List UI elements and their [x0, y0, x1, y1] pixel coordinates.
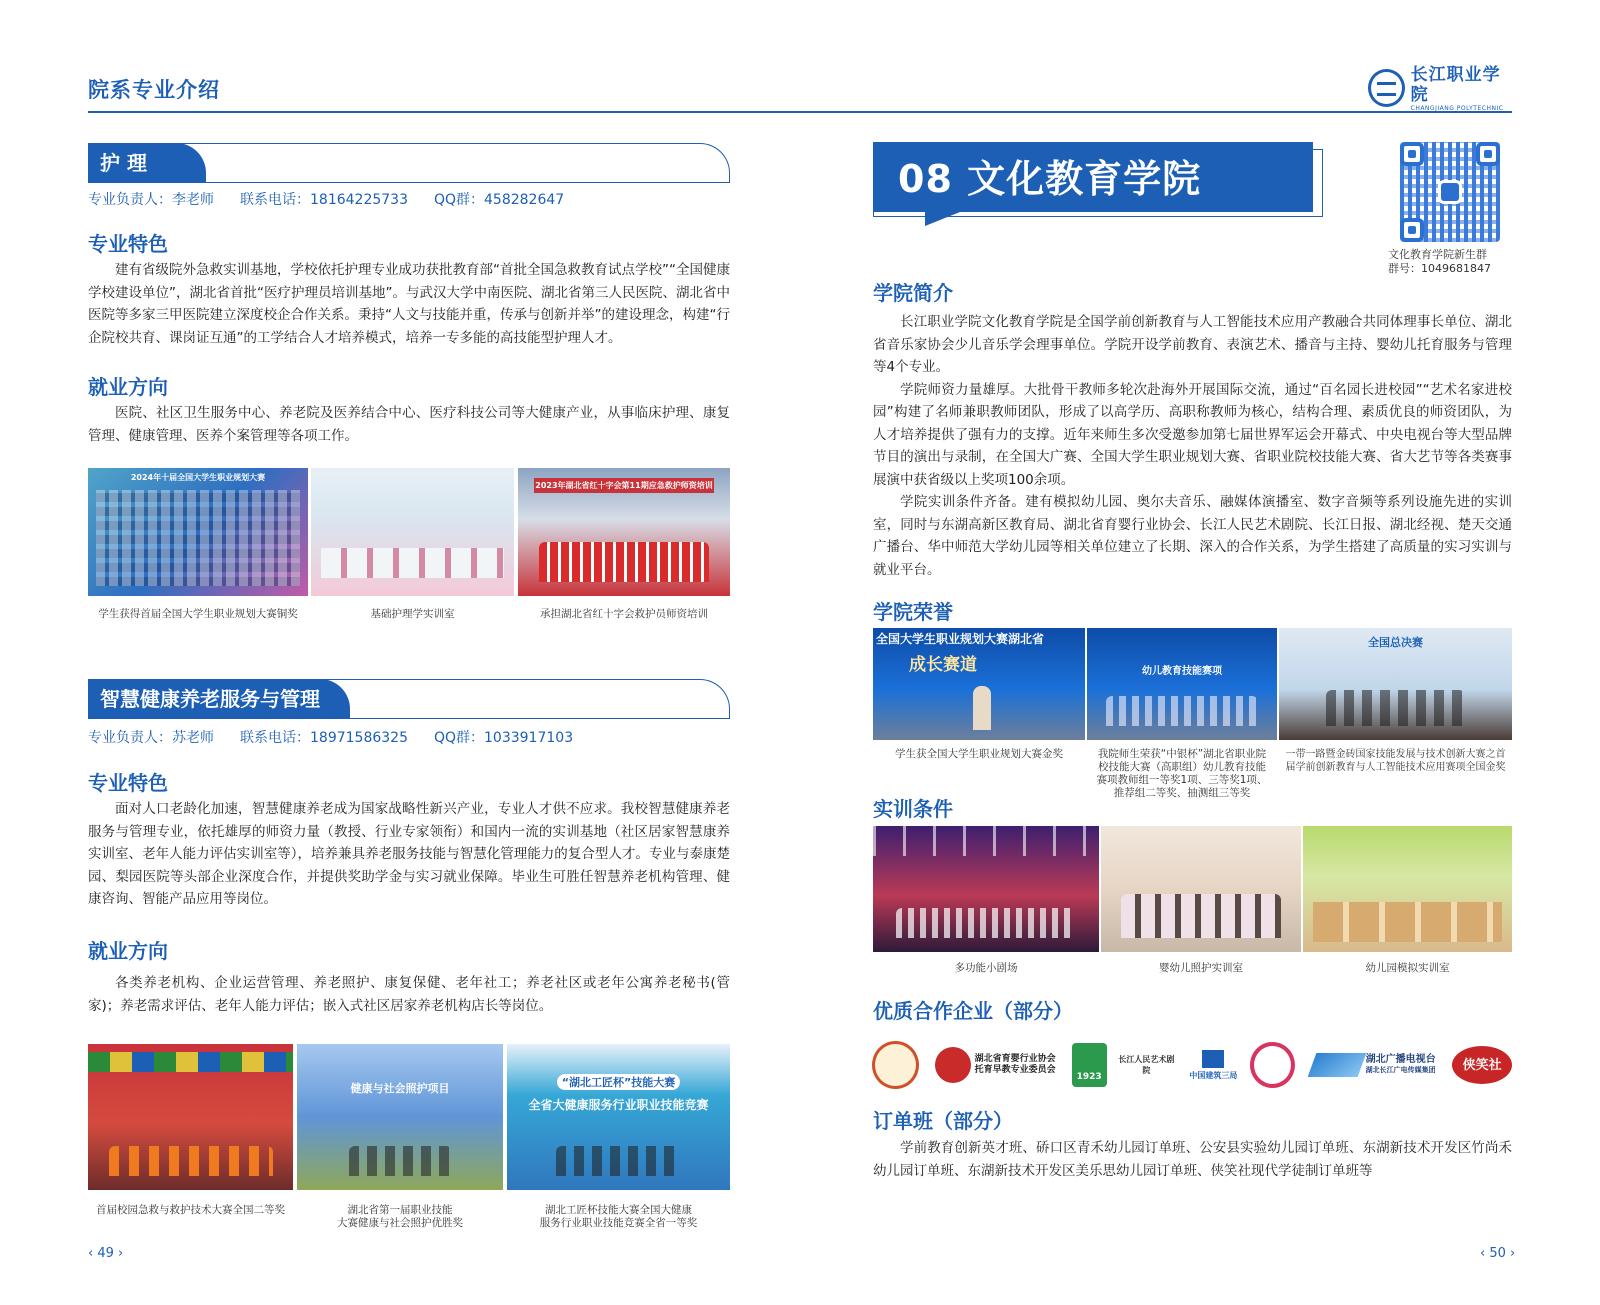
school-logo [1368, 64, 1514, 112]
photo-caption: 幼儿园模拟实训室 [1365, 962, 1450, 974]
career-text: 各类养老机构、企业运营管理、养老照护、康复保健、老年社工；养老社区或老年公寓养老秘书(管家)；养老需求评估、老年人能力评估；嵌入式社区居家养老机构店长等岗位。 [88, 975, 730, 1014]
photo-caption: 基础护理学实训室 [370, 608, 455, 620]
features-text: 建有省级院外急救实训基地，学校依托护理专业成功获批教育部“首批全国急救教育试点学校”“全国健康学校建设单位”，湖北省首批“医疗护理员培训基地”。与武汉大学中南医院、湖北省第三人民医院、湖北省中医院等多家三甲医院建立深度校企合作关系。秉持“人文与技能并重，传承与创新并举”的建设理念，构建“行企院校共育、课岗证互通”的工学结合人才培养模式，培养一专多能的高技能型护理人才。 [88, 262, 730, 346]
partner-cscec3 [1186, 1050, 1240, 1081]
photo-theater [873, 826, 1099, 952]
features-heading: 专业特色 [88, 232, 168, 256]
intro-body [873, 311, 1512, 581]
career-heading: 就业方向 [88, 939, 168, 963]
contact-leader: 专业负责人：苏老师 [88, 730, 214, 746]
photo-career-gold [873, 628, 1085, 740]
partner-label-line: 托育早教专业委员会 [974, 1065, 1056, 1075]
photo-caption: 承担湖北省红十字会救护员师资培训 [540, 608, 708, 620]
photo-teacher-skills [1087, 628, 1277, 740]
partner-label: 中国建筑三局 [1189, 1070, 1238, 1080]
contact-phone: 联系电话：18971586325 [240, 730, 408, 746]
photo-caption: 学生获得首届全国大学生职业规划大赛铜奖 [98, 608, 298, 620]
photo-group [556, 1146, 681, 1176]
photo-group [109, 1146, 273, 1176]
header-divider [88, 111, 1512, 113]
photo-lights [873, 826, 1099, 856]
photo-infant-care-lab [1101, 826, 1301, 952]
qr-caption-line: 群号：1049681847 [1388, 262, 1491, 275]
contact-qq: QQ群：1033917103 [433, 730, 574, 746]
photo-flags [88, 1052, 293, 1072]
contact-qq: QQ群：458282647 [433, 192, 565, 208]
photo-caption [297, 1204, 503, 1230]
page-number-left: ‹ 49 › [88, 1246, 124, 1261]
college-banner-title: 08 文化教育学院 [898, 157, 1202, 201]
caption-line: 我院师生荣获“中银杯”湖北省职业院 [1097, 748, 1267, 760]
photo-caption [1279, 748, 1512, 774]
qr-code[interactable] [1400, 142, 1500, 242]
caption-line: 校技能大赛（高职组）幼儿教育技能 [1098, 761, 1266, 773]
career-text: 医院、社区卫生服务中心、养老院及医养结合中心、医疗科技公司等大健康产业，从事临床护理、康复管理、健康管理、医养个案管理等各项工作。 [88, 405, 730, 444]
order-classes-heading: 订单班（部分） [873, 1109, 1013, 1133]
photo-national-final [1279, 628, 1512, 740]
photo-caption: 多功能小剧场 [954, 962, 1018, 974]
photo-grid-pattern [96, 490, 300, 586]
caption-line: 湖北工匠杯技能大赛全国大健康 [545, 1204, 692, 1216]
section-title: 院系专业介绍 [88, 78, 220, 102]
association-emblem-icon [935, 1047, 971, 1083]
photo-craftsman-cup [507, 1044, 730, 1190]
partner-1923: 1923 [1072, 1043, 1107, 1087]
partner-yangtze-theater: 长江人民艺术剧院 [1118, 1054, 1175, 1075]
honors-heading: 学院荣誉 [873, 600, 953, 624]
major-header-nursing [88, 143, 730, 183]
school-emblem-icon [1368, 69, 1405, 107]
photo-redcross-training [518, 468, 730, 596]
major-header-smart-eldercare [88, 679, 730, 719]
photo-nursing-lab [311, 468, 514, 596]
photo-group [1326, 690, 1466, 726]
major-name: 智慧健康养老服务与管理 [88, 679, 350, 719]
page-number-right: ‹ 50 › [1480, 1246, 1516, 1261]
photo-overlay-text: 2024年十届全国大学生职业规划大赛 [130, 473, 266, 482]
partner-hubei-tv [1305, 1053, 1442, 1077]
photo-caption [1087, 748, 1277, 800]
qr-finder-icon [1400, 142, 1424, 166]
photo-group [539, 542, 709, 582]
partner-label-line: 湖北省育婴行业协会 [974, 1054, 1056, 1064]
partner-label-line: 湖北广播电视台 [1365, 1054, 1436, 1065]
qr-finder-icon [1400, 218, 1424, 242]
photo-beds [321, 548, 504, 578]
partner-ribbon-icon [1250, 1042, 1295, 1088]
banner-notch [925, 210, 965, 226]
order-classes-text: 学前教育创新英才班、硚口区青禾幼儿园订单班、公安县实验幼儿园订单班、东湖新技术开发区竹尚禾幼儿园订单班、东湖新技术开发区美乐思幼儿园订单班、侠笑社现代学徒制订单班等 [873, 1140, 1512, 1179]
partner-logos [872, 1040, 1512, 1090]
intro-paragraph: 学院实训条件齐备。建有模拟幼儿园、奥尔夫音乐、融媒体演播室、数字音频等系列设施先进的实训室，同时与东湖高新区教育局、湖北省育婴行业协会、长江人民艺术剧院、长江日报、湖北经视、楚天交通广播台、华中师范大学幼儿园等相关单位建立了长期、深入的合作关系，为学生搭建了高质量的实习实训与就业平台。 [873, 494, 1512, 578]
photo-overlay-top: 全国大学生职业规划大赛湖北省 [876, 632, 1045, 646]
photo-furniture [1313, 902, 1502, 942]
photo-caption [507, 1204, 730, 1230]
page-number-value: 50 [1489, 1246, 1506, 1261]
photo-caption: 首届校园急救与救护技术大赛全国二等奖 [96, 1204, 285, 1216]
caption-line: 推荐组二等奖、抽测组三等奖 [1113, 787, 1251, 799]
logo-english-name: CHANGJIANG POLYTECHNIC [1410, 104, 1504, 112]
photo-group [1121, 894, 1281, 938]
photo-overlay-top: “湖北工匠杯”技能大赛 [557, 1074, 680, 1090]
intro-heading: 学院简介 [873, 281, 953, 305]
photo-overlay-text: 健康与社会照护项目 [350, 1082, 450, 1095]
partner-label-line: 湖北长江广电传媒集团 [1365, 1066, 1436, 1074]
photo-caption: 学生获全国大学生职业规划大赛金奖 [895, 748, 1063, 760]
photo-group [1106, 696, 1258, 726]
photo-first-aid-award [88, 1044, 293, 1190]
photo-group [896, 908, 1077, 938]
intro-paragraph: 学院师资力量雄厚。大批骨干教师多轮次赴海外开展国际交流，通过“百名园长进校园”“艺术名家进校园”构建了名师兼职教师团队，形成了以高学历、高职称教师为核心，结构合理、素质优良的师资团队，为人才培养提供了强有力的支撑。近年来师生多次受邀参加第七届世界军运会开幕式、中央电视台等大型品牌节目的演出与录制，在全国大广赛、全国大学生职业规划大赛、省职业院校技能大赛、省大艺节等各类赛事展演中获省级以上奖项100余项。 [873, 381, 1512, 488]
photo-competition-bronze [88, 468, 308, 596]
cscec-logo-icon [1202, 1050, 1224, 1068]
photo-overlay-main: 全省大健康服务行业职业技能竞赛 [528, 1098, 709, 1112]
hubei-tv-logo-icon [1307, 1053, 1366, 1077]
caption-line: 届学前创新教育与人工智能技术应用赛项全国金奖 [1285, 762, 1506, 773]
logo-chinese-name: 长江职业学院 [1410, 64, 1501, 105]
features-heading: 专业特色 [88, 771, 168, 795]
qr-caption-line: 文化教育学院新生群 [1388, 248, 1487, 261]
photo-care-skills-award [297, 1044, 503, 1190]
photo-kindergarten-lab [1303, 826, 1512, 952]
photo-overlay-text: 2023年湖北省红十字会第11期应急救护师资培训 [534, 478, 714, 493]
caption-line: 一带一路暨金砖国家技能发展与技术创新大赛之首 [1285, 749, 1506, 760]
photo-caption: 婴幼儿照护实训室 [1159, 962, 1243, 974]
qr-finder-icon [1476, 142, 1500, 166]
training-heading: 实训条件 [873, 797, 953, 821]
qr-center-icon [1438, 180, 1462, 204]
partner-badge-icon [872, 1041, 919, 1089]
caption-line: 赛项教师组一等奖1项、三等奖1项、 [1096, 774, 1268, 786]
photo-overlay-main: 成长赛道 [909, 655, 977, 675]
page-number-value: 49 [97, 1246, 114, 1261]
features-text: 面对人口老龄化加速，智慧健康养老成为国家战略性新兴产业，专业人才供不应求。我校智慧健康养老服务与管理专业，依托雄厚的师资力量（教授、行业专家领衔）和国内一流的实训基地（社区居家智慧康养实训室、老年人能力评估实训室等），培养兼具养老服务技能与智慧化管理能力的复合型人才。专业与泰康楚园、梨园医院等头部企业深度合作，并提供奖助学金与实习就业保障。毕业生可胜任智慧养老机构管理、健康咨询、智能产品应用等岗位。 [88, 801, 730, 907]
major-name: 护 理 [88, 143, 206, 183]
major1-contact [88, 189, 564, 209]
photo-person [973, 686, 991, 730]
qr-caption [1388, 248, 1512, 276]
major2-contact [88, 727, 573, 747]
photo-group [349, 1146, 452, 1176]
intro-paragraph: 长江职业学院文化教育学院是全国学前创新教育与人工智能技术应用产教融合共同体理事长单位、湖北省音乐家协会少儿音乐学会理事单位。学院开设学前教育、表演艺术、播音与主持、婴幼儿托育服务与管理等4个专业。 [873, 314, 1512, 375]
photo-overlay-text: 全国总决赛 [1368, 636, 1423, 649]
career-heading: 就业方向 [88, 375, 168, 399]
contact-leader: 专业负责人：李老师 [88, 192, 214, 208]
partner-childcare-association [929, 1047, 1062, 1083]
partner-xiaoxiaoshe: 侠笑社 [1452, 1046, 1512, 1084]
caption-line: 湖北省第一届职业技能 [347, 1204, 453, 1216]
caption-line: 服务行业职业技能竞赛全省一等奖 [539, 1217, 698, 1229]
partners-heading: 优质合作企业（部分） [873, 999, 1073, 1023]
contact-phone: 联系电话：18164225733 [240, 192, 408, 208]
photo-overlay-text: 幼儿教育技能赛项 [1142, 666, 1222, 677]
caption-line: 大赛健康与社会照护优胜奖 [337, 1217, 463, 1229]
